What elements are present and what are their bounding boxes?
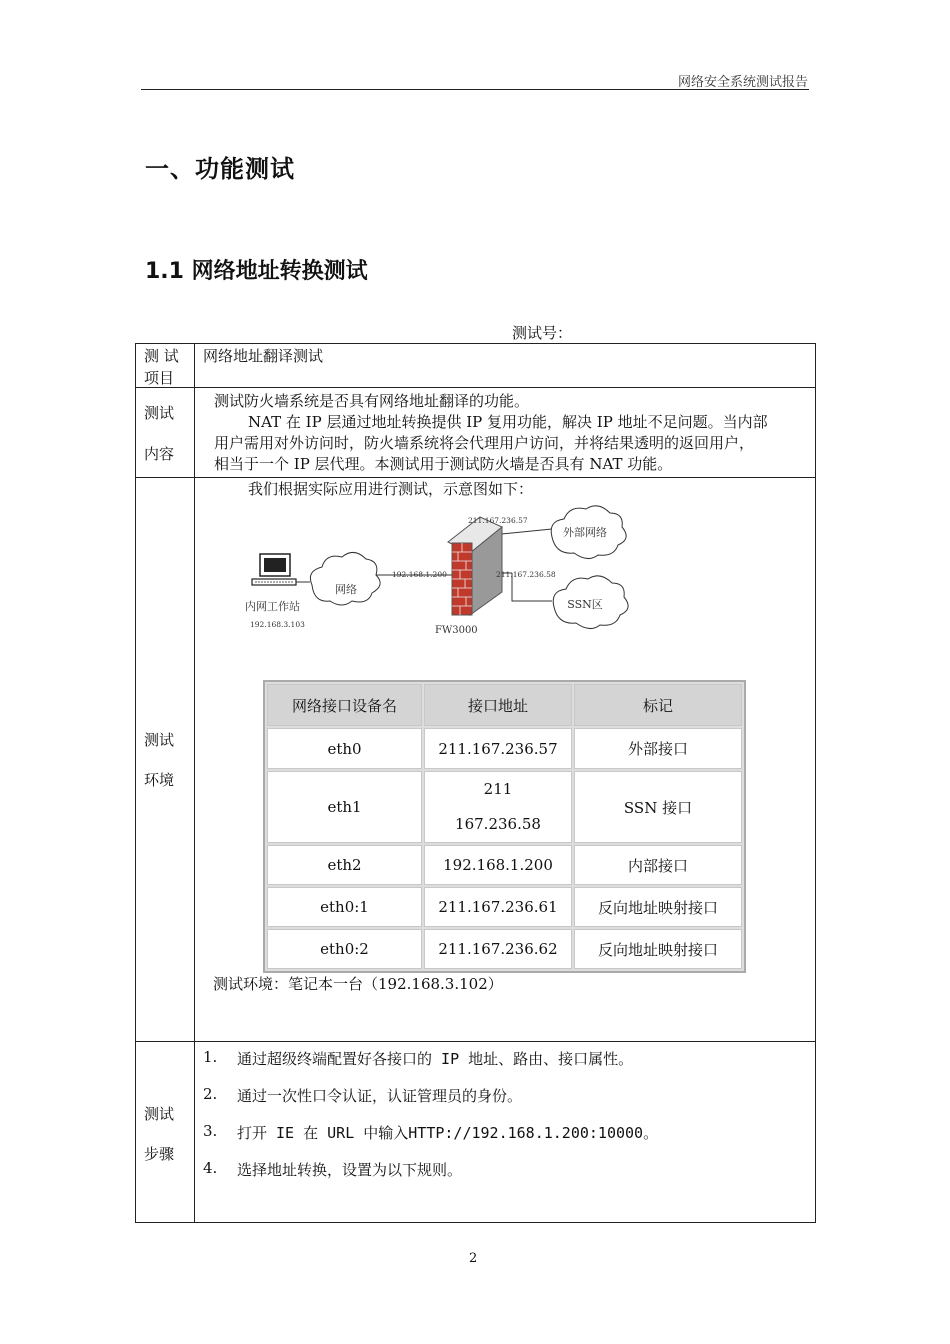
table-row-divider <box>135 1041 816 1042</box>
interface-address: 192.168.1.200 <box>424 845 572 885</box>
table-row <box>267 929 742 969</box>
network-label: 网络 <box>335 583 357 596</box>
content-paragraph-2-line1: NAT 在 IP 层通过地址转换提供 IP 复用功能，解决 IP 地址不足问题。当内部 <box>248 413 768 431</box>
list-item <box>203 1122 658 1159</box>
workstation-label: 内网工作站 <box>245 600 300 613</box>
header-address: 接口地址 <box>424 684 572 726</box>
header-rule <box>141 89 809 90</box>
table-row-divider <box>135 387 816 388</box>
step-number: 3. <box>203 1122 218 1140</box>
ssn-ip-label: 211.167.236.58 <box>496 570 556 579</box>
network-diagram <box>230 497 650 647</box>
steps-list <box>203 1048 658 1196</box>
table-column-divider <box>194 343 195 1223</box>
item-label: 测 试 项目 <box>144 347 179 387</box>
step-number: 4. <box>203 1159 218 1177</box>
content-label-line1: 测试 <box>144 404 175 422</box>
header-tag: 标记 <box>574 684 742 726</box>
device-name: eth0:1 <box>267 887 422 927</box>
step-text: 通过一次性口令认证，认证管理员的身份。 <box>237 1087 523 1105</box>
env-label-line1: 测试 <box>144 731 175 749</box>
table-row <box>267 887 742 927</box>
step-text: 打开 IE 在 URL 中输入HTTP://192.168.1.200:10000。 <box>237 1124 659 1142</box>
page-number: 2 <box>469 1251 478 1266</box>
internal-ip-label: 192.168.1.200 <box>392 570 447 579</box>
list-item <box>203 1085 658 1122</box>
table-row <box>267 771 742 843</box>
content-paragraph-2-line2: 用户需用对外访问时，防火墙系统将会代理用户访问，并将结果透明的返回用户， <box>214 434 755 452</box>
table-row <box>267 845 742 885</box>
interface-table <box>263 680 746 973</box>
interface-address: 211.167.236.61 <box>424 887 572 927</box>
env-footer: 测试环境：笔记本一台（192.168.3.102） <box>213 975 503 993</box>
interface-address: 211 167.236.58 <box>424 771 572 843</box>
step-number: 1. <box>203 1048 218 1066</box>
device-name: eth1 <box>267 771 422 843</box>
step-text: 选择地址转换，设置为以下规则。 <box>237 1161 463 1179</box>
interface-tag: SSN 接口 <box>574 771 742 843</box>
list-item <box>203 1159 658 1196</box>
env-label-line2: 环境 <box>144 771 175 789</box>
list-item <box>203 1048 658 1085</box>
firewall-label: FW3000 <box>435 625 478 636</box>
content-label-line2: 内容 <box>144 445 175 463</box>
steps-label-line2: 步骤 <box>144 1145 175 1163</box>
interface-tag: 外部接口 <box>574 728 742 769</box>
test-number-label: 测试号： <box>512 324 573 342</box>
env-intro: 我们根据实际应用进行测试，示意图如下： <box>248 480 534 498</box>
interface-address: 211.167.236.62 <box>424 929 572 969</box>
running-header: 网络安全系统测试报告 <box>677 75 808 90</box>
ssn-label: SSN区 <box>567 598 603 611</box>
interface-address: 211.167.236.57 <box>424 728 572 769</box>
steps-label-line1: 测试 <box>144 1105 175 1123</box>
network-cloud <box>310 552 380 605</box>
device-name: eth0 <box>267 728 422 769</box>
interface-tag: 反向地址映射接口 <box>574 929 742 969</box>
item-value: 网络地址翻译测试 <box>203 347 324 365</box>
interface-tag: 内部接口 <box>574 845 742 885</box>
workstation-icon <box>252 554 296 585</box>
device-name: eth0:2 <box>267 929 422 969</box>
table-row-divider <box>135 477 816 478</box>
table-row <box>267 728 742 769</box>
external-network-label: 外部网络 <box>563 526 607 539</box>
content-paragraph-2-line3: 相当于一个 IP 层代理。本测试用于测试防火墙是否具有 NAT 功能。 <box>214 455 673 473</box>
step-text: 通过超级终端配置好各接口的 IP 地址、路由、接口属性。 <box>237 1050 634 1068</box>
interface-table-header <box>267 684 742 726</box>
step-number: 2. <box>203 1085 218 1103</box>
external-ip-label: 211.167.236.57 <box>468 516 528 525</box>
device-name: eth2 <box>267 845 422 885</box>
workstation-ip-label: 192.168.3.103 <box>250 620 305 629</box>
header-device-name: 网络接口设备名 <box>267 684 422 726</box>
section-heading: 一、功能测试 <box>145 155 295 183</box>
content-paragraph-1: 测试防火墙系统是否具有网络地址翻译的功能。 <box>214 392 530 410</box>
interface-tag: 反向地址映射接口 <box>574 887 742 927</box>
subsection-heading: 1.1 网络地址转换测试 <box>145 259 368 284</box>
firewall-icon <box>448 517 502 615</box>
